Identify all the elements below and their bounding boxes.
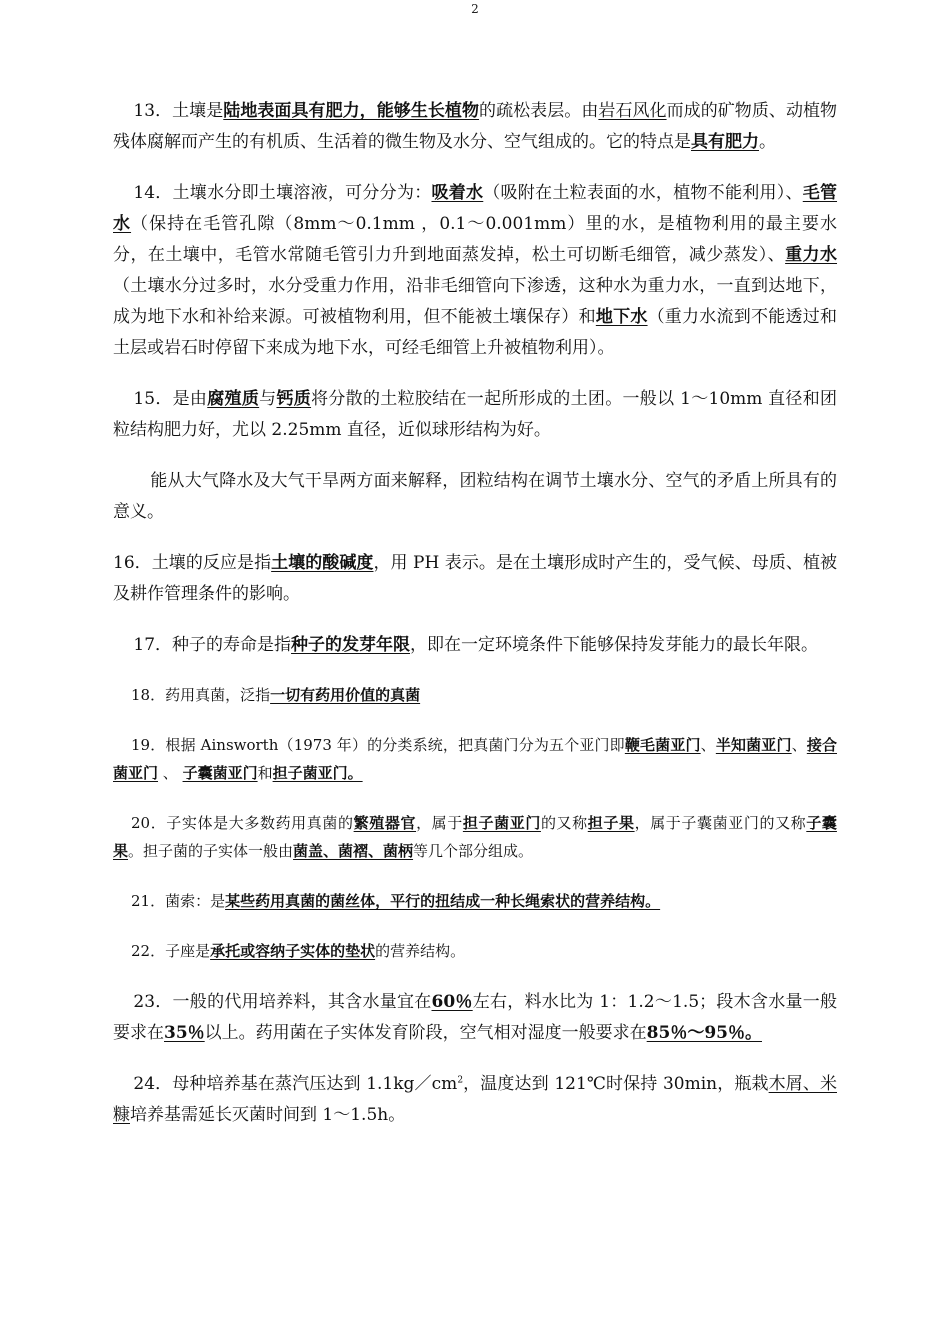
key-term: 地下水	[595, 307, 648, 327]
superscript: 2	[457, 1075, 464, 1086]
paragraph-19: 19．根据 Ainsworth（1973 年）的分类系统，把真菌门分为五个亚门即鞭毛菌亚门、半知菌亚门、接合菌亚门 、 子囊菌亚门和担子菌亚门。	[113, 736, 837, 782]
key-term: 85％～95％。	[646, 1023, 762, 1043]
key-term: 担子果	[587, 814, 635, 832]
key-term: 担子菌亚门。	[272, 764, 363, 782]
paragraph-21: 21．菌索：是某些药用真菌的菌丝体，平行的扭结成一种长绳索状的营养结构。	[131, 892, 661, 910]
key-term: 担子菌亚门	[462, 814, 541, 832]
paragraph-24: 24．母种培养基在蒸汽压达到 $1.1kg/cm^2$，温度达到 121℃时保持 30min，瓶栽木屑、米糠培养基需延长灭菌时间到 1～1.5h。	[113, 1074, 837, 1125]
paragraph-15: 15．是由腐殖质与钙质将分散的土粒胶结在一起所形成的土团。一般以 1～10mm 直径和团粒结构肥力好，尤以 2.25mm 直径，近似球形结构为好。	[113, 389, 838, 440]
document-body	[113, 96, 837, 1151]
key-term: 吸着水	[431, 183, 484, 203]
paragraph-23: 23．一般的代用培养料，其含水量宜在60％左右，料水比为 1：1.2～1.5；段木含水量一般要求在35％以上。药用菌在子实体发育阶段，空气相对湿度一般要求在85％～95％。	[113, 992, 837, 1043]
key-term: 子囊果	[113, 814, 837, 860]
paragraph-15-note: 能从大气降水及大气干旱两方面来解释，团粒结构在调节土壤水分、空气的矛盾上所具有的意义。	[113, 471, 837, 522]
paragraph-18: 18．药用真菌，泛指一切有药用价值的真菌	[131, 686, 421, 704]
key-term: 陆地表面具有肥力，能够生长植物	[223, 101, 480, 121]
paragraph-14: 14．土壤水分即土壤溶液，可分分为：吸着水（吸附在土粒表面的水，植物不能利用）、毛管水（保持在毛管孔隙（8mm～0.1mm ，0.1～0.001mm）里的水，是植物利用的最主要水分，在土壤中，毛管水常随毛管引力升到地面蒸发掉，松土可切断毛细管，减少蒸发）、重力水（土壤水分过多时，水分受重力作用，沿非毛细管向下渗透，这种水为重力水，一直到达地下，成为地下水和补给来源。可被植物利用，但不能被土壤保存）和地下水（重力水流到不能透过和土层或岩石时停留下来成为地下水，可经毛细管上升被植物利用）。	[113, 183, 838, 358]
key-term: 半知菌亚门	[715, 736, 792, 754]
key-term: 一切有药用价值的真菌	[270, 686, 421, 704]
key-term: 承托或容纳子实体的垫状	[210, 942, 376, 960]
paragraph-22: 22．子座是承托或容纳子实体的垫状的营养结构。	[131, 942, 466, 960]
key-term: 钙质	[276, 389, 312, 409]
page-number: 2	[471, 2, 479, 16]
key-term: 种子的发芽年限	[291, 635, 411, 655]
paragraph-17: 17．种子的寿命是指种子的发芽年限，即在一定环境条件下能够保持发芽能力的最长年限。	[133, 635, 819, 655]
key-term: 土壤的酸碱度	[271, 553, 374, 573]
key-term: 子囊菌亚门	[182, 764, 258, 782]
key-term: 具有肥力	[691, 132, 759, 152]
key-term: 腐殖质	[207, 389, 260, 409]
key-term: 60％	[431, 992, 473, 1012]
underlined-term: 岩石风化	[598, 101, 667, 121]
key-term: 35％	[164, 1023, 205, 1043]
paragraph-16: 16．土壤的反应是指土壤的酸碱度，用 PH 表示。是在土壤形成时产生的，受气候、母质、植被及耕作管理条件的影响。	[113, 553, 838, 604]
paragraph-20: 20．子实体是大多数药用真菌的繁殖器官，属于担子菌亚门的又称担子果，属于子囊菌亚门的又称子囊果。担子菌的子实体一般由菌盖、菌褶、菌柄等几个部分组成。	[113, 814, 837, 860]
key-term: 接合菌亚门	[113, 736, 837, 782]
key-term: 菌盖、菌褶、菌柄	[293, 842, 414, 860]
key-term: 繁殖器官	[353, 814, 417, 832]
key-term: 毛管水	[113, 183, 838, 234]
paragraph-13: 13．土壤是陆地表面具有肥力，能够生长植物的疏松表层。由岩石风化而成的矿物质、动植物残体腐解而产生的有机质、生活着的微生物及水分、空气组成的。它的特点是具有肥力。	[113, 101, 838, 152]
key-term: 某些药用真菌的菌丝体，平行的扭结成一种长绳索状的营养结构。	[225, 892, 661, 910]
key-term: 鞭毛菌亚门	[624, 736, 701, 754]
key-term: 重力水	[785, 245, 838, 265]
underlined-term: 木屑、米糠	[113, 1074, 837, 1125]
